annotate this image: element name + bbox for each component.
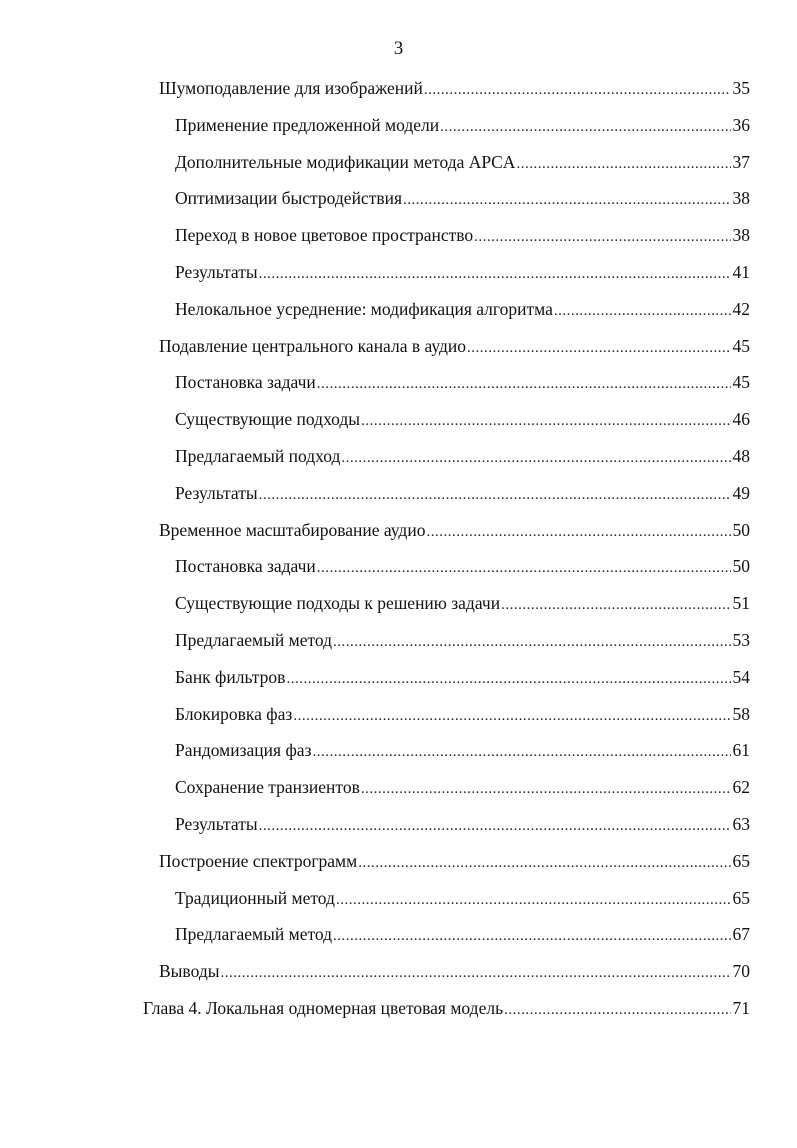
toc-entry-title: Глава 4. Локальная одномерная цветовая модель xyxy=(143,998,504,1018)
toc-entry xyxy=(175,886,750,910)
toc-entry-page: 65 xyxy=(732,851,750,871)
toc-entry-title: Временное масштабирование аудио xyxy=(159,520,426,540)
toc-entry-title: Результаты xyxy=(175,262,258,282)
toc-entry-title: Подавление центрального канала в аудио xyxy=(159,336,467,356)
toc-entry xyxy=(159,334,750,358)
toc-dot-leader xyxy=(286,667,730,691)
toc-dot-leader xyxy=(293,704,730,728)
toc-entry xyxy=(175,702,750,726)
toc-dot-leader xyxy=(474,225,730,249)
toc-entry-title: Существующие подходы xyxy=(175,409,361,429)
toc-entry xyxy=(175,370,750,394)
toc-entry xyxy=(175,223,750,247)
toc-dot-leader xyxy=(317,372,731,396)
toc-entry-title: Переход в новое цветовое пространство xyxy=(175,225,474,245)
toc-entry-page: 45 xyxy=(732,336,750,356)
toc-entry-title: Выводы xyxy=(159,961,220,981)
toc-entry-page: 45 xyxy=(732,372,750,392)
toc-dot-leader xyxy=(424,78,731,102)
toc-entry xyxy=(175,260,750,284)
toc-dot-leader xyxy=(259,483,731,507)
toc-dot-leader xyxy=(333,630,730,654)
toc-entry-title: Предлагаемый подход xyxy=(175,446,341,466)
toc-entry-page: 65 xyxy=(732,888,750,908)
toc-entry-title: Рандомизация фаз xyxy=(175,740,312,760)
toc-entry xyxy=(175,150,750,174)
toc-dot-leader xyxy=(467,336,730,360)
toc-entry-title: Нелокальное усреднение: модификация алгоритма xyxy=(175,299,553,319)
toc-entry-title: Дополнительные модификации метода APCA xyxy=(175,152,516,172)
toc-entry xyxy=(175,665,750,689)
toc-entry-page: 70 xyxy=(732,961,750,981)
toc-entry-title: Построение спектрограмм xyxy=(159,851,358,871)
toc-dot-leader xyxy=(501,593,730,617)
toc-entry-title: Сохранение транзиентов xyxy=(175,777,360,797)
toc-entry xyxy=(175,812,750,836)
toc-entry xyxy=(175,481,750,505)
toc-entry-page: 38 xyxy=(732,188,750,208)
toc-entry xyxy=(175,775,750,799)
toc-entry-title: Существующие подходы к решению задачи xyxy=(175,593,501,613)
toc-entry xyxy=(175,628,750,652)
toc-entry xyxy=(175,113,750,137)
toc-entry xyxy=(159,76,750,100)
toc-entry-title: Шумоподавление для изображений xyxy=(159,78,423,98)
page-number: 3 xyxy=(393,38,404,59)
toc-entry-page: 58 xyxy=(732,704,750,724)
toc-dot-leader xyxy=(361,409,730,433)
toc-entry xyxy=(175,554,750,578)
toc-entry-title: Блокировка фаз xyxy=(175,704,293,724)
toc-entry xyxy=(159,518,750,542)
toc-dot-leader xyxy=(341,446,730,470)
toc-entry-page: 50 xyxy=(732,556,750,576)
toc-entry-page: 46 xyxy=(732,409,750,429)
toc-dot-leader xyxy=(361,777,731,801)
toc-entry-title: Применение предложенной модели xyxy=(175,115,440,135)
toc-entry xyxy=(175,444,750,468)
toc-dot-leader xyxy=(426,520,730,544)
toc-entry xyxy=(175,922,750,946)
toc-dot-leader xyxy=(403,188,730,212)
toc-entry xyxy=(175,186,750,210)
toc-entry xyxy=(175,591,750,615)
toc-entry xyxy=(175,738,750,762)
toc-entry xyxy=(175,297,750,321)
toc-entry-title: Результаты xyxy=(175,814,258,834)
toc-dot-leader xyxy=(516,152,730,176)
toc-entry-page: 61 xyxy=(732,740,750,760)
toc-dot-leader xyxy=(259,814,731,838)
toc-entry-page: 41 xyxy=(732,262,750,282)
toc-entry-title: Традиционный метод xyxy=(175,888,335,908)
toc-dot-leader xyxy=(220,961,730,985)
toc-entry-page: 71 xyxy=(732,998,750,1018)
toc-entry-page: 51 xyxy=(732,593,750,613)
toc-entry-page: 49 xyxy=(732,483,750,503)
toc-dot-leader xyxy=(358,851,730,875)
toc-entry-page: 53 xyxy=(732,630,750,650)
toc-entry xyxy=(143,996,750,1020)
toc-entry xyxy=(159,849,750,873)
toc-entry-title: Предлагаемый метод xyxy=(175,630,333,650)
toc-entry-page: 63 xyxy=(732,814,750,834)
toc-entry-page: 42 xyxy=(732,299,750,319)
toc-entry-title: Оптимизации быстродействия xyxy=(175,188,403,208)
toc-entry-page: 67 xyxy=(732,924,750,944)
toc-entry-page: 48 xyxy=(732,446,750,466)
toc-entry xyxy=(159,959,750,983)
toc-entry-page: 35 xyxy=(732,78,750,98)
toc-entry xyxy=(175,407,750,431)
toc-entry-page: 54 xyxy=(732,667,750,687)
toc-dot-leader xyxy=(312,740,730,764)
toc-entry-title: Предлагаемый метод xyxy=(175,924,333,944)
toc-entry-page: 50 xyxy=(732,520,750,540)
toc-entry-title: Банк фильтров xyxy=(175,667,286,687)
toc-entry-page: 38 xyxy=(732,225,750,245)
toc-entry-title: Постановка задачи xyxy=(175,372,316,392)
toc-dot-leader xyxy=(554,299,731,323)
toc-entry-title: Результаты xyxy=(175,483,258,503)
toc-dot-leader xyxy=(259,262,731,286)
toc-dot-leader xyxy=(504,998,730,1022)
toc-dot-leader xyxy=(336,888,731,912)
toc-entry-title: Постановка задачи xyxy=(175,556,316,576)
toc-entry-page: 62 xyxy=(732,777,750,797)
toc-dot-leader xyxy=(333,924,730,948)
toc-dot-leader xyxy=(440,115,730,139)
toc-dot-leader xyxy=(317,556,731,580)
toc-entry-page: 37 xyxy=(732,152,750,172)
toc-entry-page: 36 xyxy=(732,115,750,135)
